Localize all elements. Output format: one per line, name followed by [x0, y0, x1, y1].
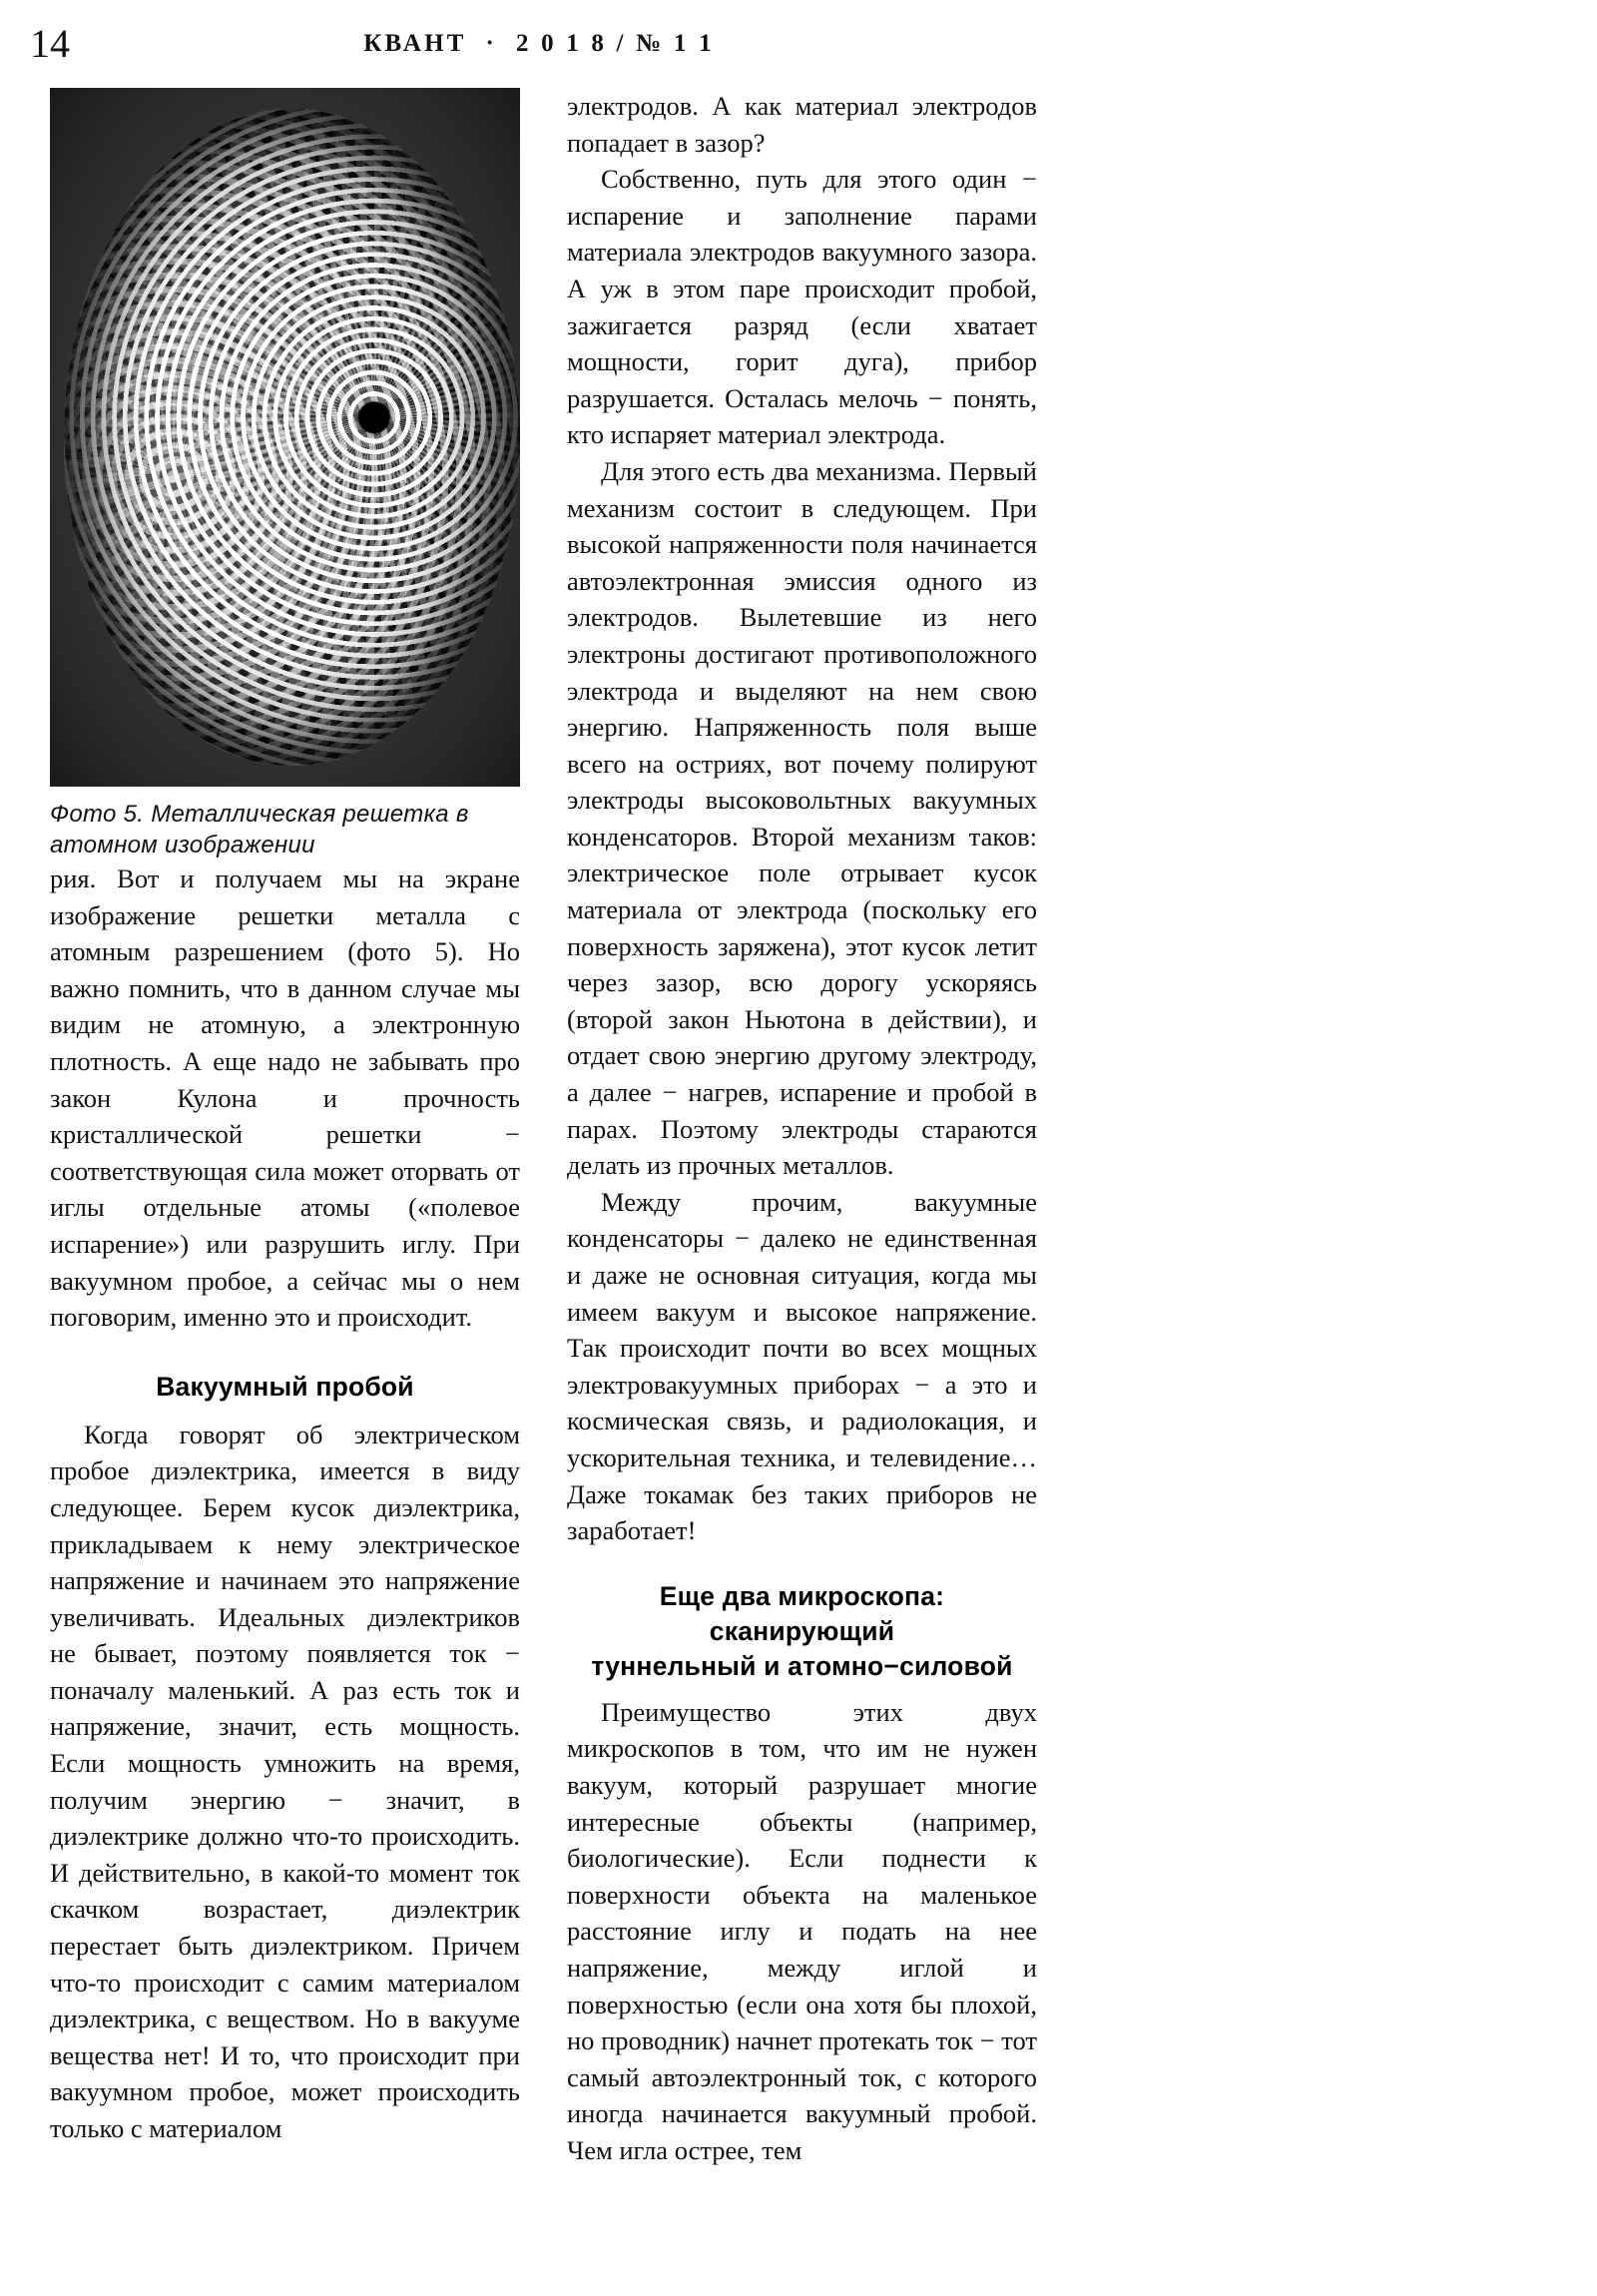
page-number: 14 [30, 21, 70, 66]
left-column [50, 88, 520, 2147]
paragraph-lattice-continued: рия. Вот и получаем мы на экране изображение решетки металла с атомным разрешением (фото 5). Но важно помнить, что в данном случае мы видим не атомную, а электронную плотность. А еще надо не забывать про закон Кулона и прочность кристаллической решетки − соответствующая сила может оторвать от иглы отдельные атомы («полевое испарение») или разрушить иглу. При вакуумном пробое, а сейчас мы о нем поговорим, именно это и происходит. [50, 863, 520, 1333]
right-column [567, 88, 1037, 2168]
figure-photo-5 [50, 88, 520, 861]
figure-caption: Фото 5. Металлическая решетка в атомном изображении [50, 801, 469, 859]
section-heading-line-1: Еще два микроскопа: сканирующий [659, 1580, 945, 1646]
paragraph-vacuum-capacitors: Между прочим, вакуумные конденсаторы − далеко не единственная и даже не основная ситуация, когда мы имеем вакуум и высокое напряжение. Так происходит почти во всех мощных электровакуумных приборах − а это и космическая связь, и радиолокация, и ускорительная техника, и телевидение… Даже токамак без таких приборов не заработает! [567, 1186, 1037, 1546]
paragraph-dielectric-breakdown: Когда говорят об электрическом пробое диэлектрика, имеется в виду следующее. Берем кусок диэлектрика, прикладываем к нему электрическое напряжение и начинаем это напряжение увеличивать. Идеальных диэлектриков не бывает, поэтому появляется ток − поначалу маленький. А раз есть ток и напряжение, значит, есть мощность. Если мощность умножить на время, получим энергию − значит, в диэлектрике должно что-то происходить. И действительно, в какой-то момент ток скачком возрастает, диэлектрик перестает быть диэлектриком. Причем что-то происходит с самим материалом диэлектрика, с веществом. Но в вакууме вещества нет! И то, что происходит при вакуумном пробое, может происходить только с материалом [50, 1419, 520, 2143]
section-heading-vacuum-breakdown: Вакуумный пробой [156, 1371, 414, 1402]
paragraph-two-mechanisms: Для этого есть два механизма. Первый механизм состоит в следующем. При высокой напряженности поля начинается автоэлектронная эмиссия одного из электродов. Вылетевшие из него электроны достигают противоположного электрода и выделяют на нем свою энергию. Напряженность поля выше всего на остриях, вот почему полируют электроды высоковольтных вакуумных конденсаторов. Второй механизм таков: электрическое поле отрывает кусок материала от электрода (поскольку его поверхность заряжена), этот кусок летит через зазор, всю дорогу ускоряясь (второй закон Ньютона в действии), и отдает свою энергию другому электроду, а далее − нагрев, испарение и пробой в парах. Поэтому электроды стараются делать из прочных металлов. [567, 455, 1037, 1181]
paragraph-evaporation-path: Собственно, путь для этого один − испарение и заполнение парами материала электродов вакуумного зазора. А уж в этом паре происходит пробой, зажигается разряд (если хватает мощности, горит дуга), прибор разрушается. Осталась мелочь − понять, кто испаряет материал электрода. [567, 164, 1037, 450]
paragraph-two-microscopes: Преимущество этих двух микроскопов в том, что им не нужен вакуум, который разрушает многие интересные объекты (например, биологические). Если поднести к поверхности объекта на маленькое расстояние иглу и подать на нее напряжение, между иглой и поверхностью (если она хотя бы плохой, но проводник) начнет протекать ток − тот самый автоэлектронный ток, с которого иногда начинается вакуумный пробой. Чем игла острее, тем [567, 1696, 1037, 2165]
paragraph-electrode-material: электродов. А как материал электродов попадает в зазор? [567, 91, 1037, 158]
masthead-title: КВАНТ · 2 0 1 8 / № 1 1 [363, 30, 715, 57]
running-head [0, 18, 1078, 70]
section-heading-two-microscopes [567, 1579, 1037, 1684]
section-heading-line-2: туннельный и атомно−силовой [591, 1650, 1013, 1681]
micrograph-pattern [64, 109, 520, 766]
field-ion-micrograph-image [50, 88, 520, 787]
